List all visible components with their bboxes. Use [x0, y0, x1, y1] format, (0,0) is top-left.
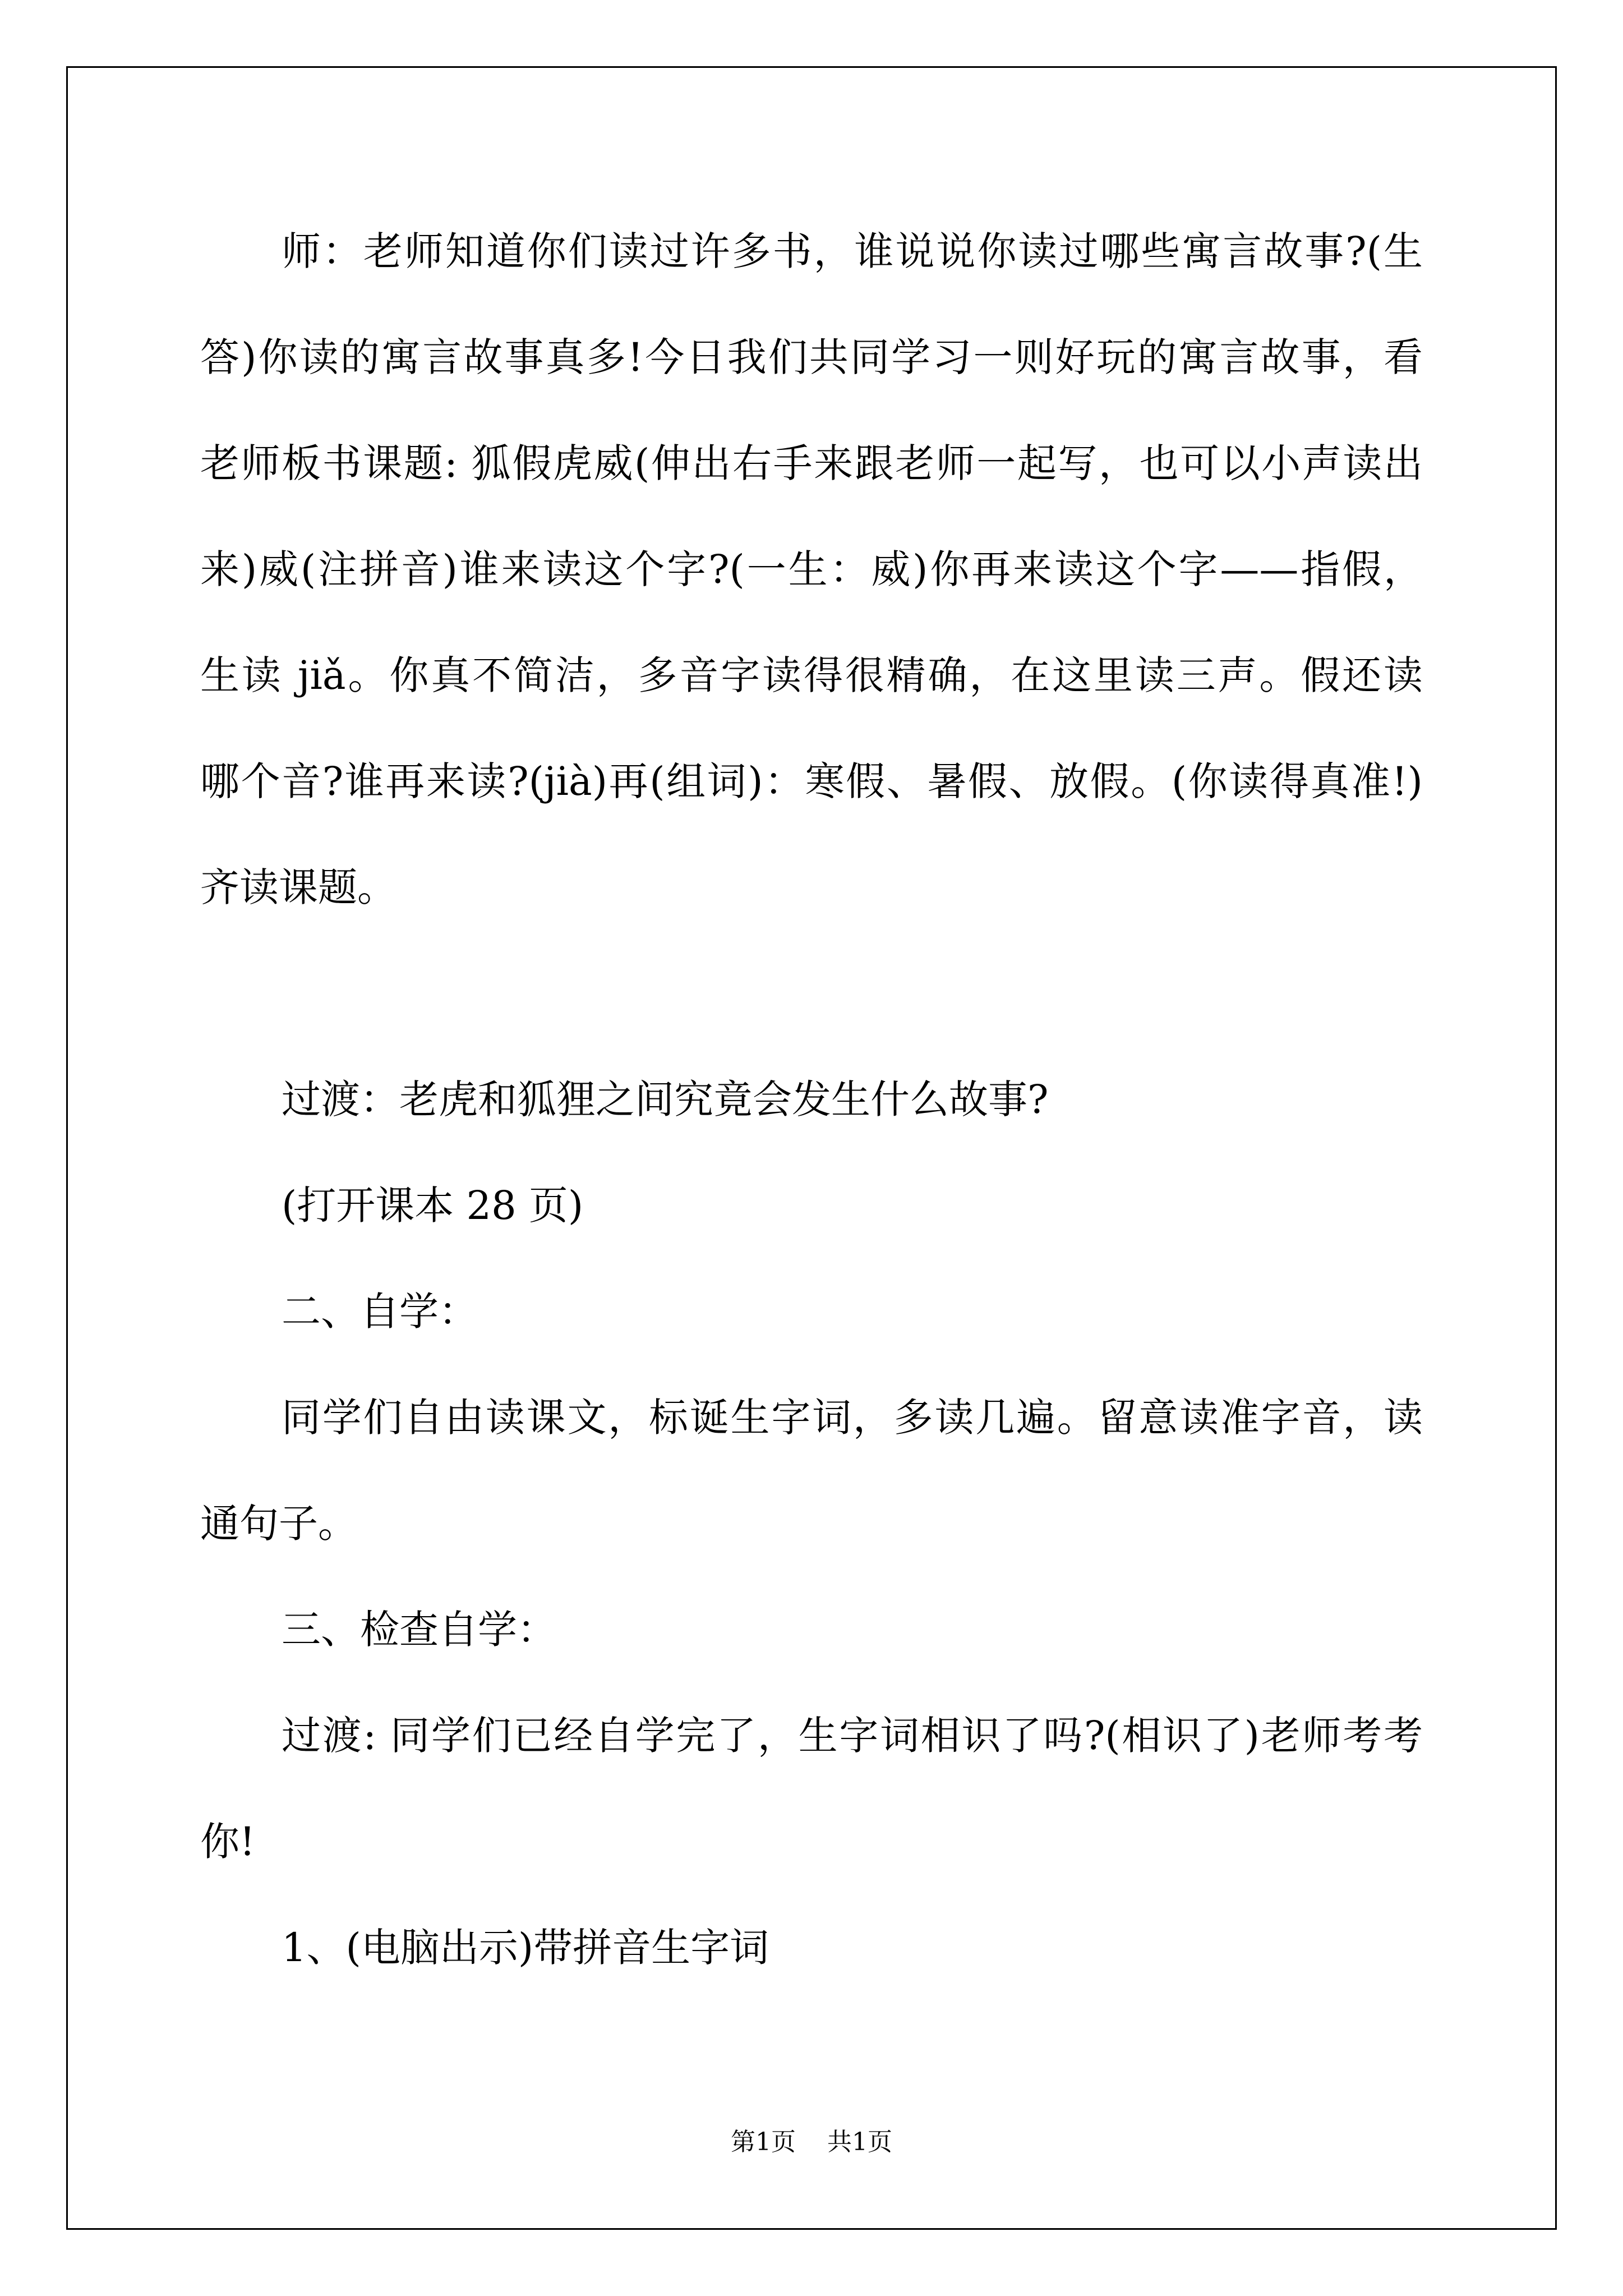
text-line: 三、检查自学：: [282, 1607, 556, 1653]
text-line: 来)威(注拼音)谁来读这个字?(一生：威)你再来读这个字——指假，: [200, 546, 1423, 592]
text-line: 过渡：老虎和狐狸之间究竟会发生什么故事?: [282, 1076, 1049, 1122]
document-body: [200, 199, 1423, 2001]
text-line: 生读 jiǎ。你真不简洁，多音字读得很精确，在这里读三声。假还读: [200, 652, 1423, 698]
text-line: 哪个音?谁再来读?(jià)再(组词)：寒假、暑假、放假。(你读得真准!): [200, 758, 1423, 804]
text-line: 你!: [200, 1819, 256, 1865]
paragraph: [200, 1365, 1423, 1577]
text-line: 齐读课题。: [200, 864, 396, 910]
paragraph: [200, 1683, 1423, 1895]
page-count-total: 共1页: [827, 2128, 892, 2156]
text-line: 老师板书课题: 狐假虎威(伸出右手来跟老师一起写，也可以小声读出: [200, 440, 1423, 486]
text-line: 1、(电脑出示)带拼音生字词: [282, 1925, 769, 1971]
page-number-current: 第1页: [731, 2128, 796, 2156]
text-line: 过渡: 同学们已经自学完了，生字词相识了吗?(相识了)老师考考: [282, 1713, 1423, 1759]
text-line: 师：老师知道你们读过许多书，谁说说你读过哪些寓言故事?(生: [282, 228, 1423, 274]
paragraph: [200, 1153, 1423, 1259]
text-line: 答)你读的寓言故事真多!今日我们共同学习一则好玩的寓言故事，看: [200, 334, 1423, 380]
section-heading: [200, 1577, 1423, 1683]
text-line: 通句子。: [200, 1501, 357, 1547]
text-line: (打开课本 28 页): [282, 1182, 584, 1228]
paragraph: [200, 1047, 1423, 1153]
text-line: 同学们自由读课文，标诞生字词，多读几遍。留意读准字音，读: [282, 1395, 1423, 1441]
blank-line: [200, 941, 1423, 1047]
paragraph: [200, 199, 1423, 941]
page-footer: [0, 2125, 1623, 2159]
text-line: 二、自学：: [282, 1289, 478, 1335]
list-item: [200, 1895, 1423, 2001]
section-heading: [200, 1259, 1423, 1365]
